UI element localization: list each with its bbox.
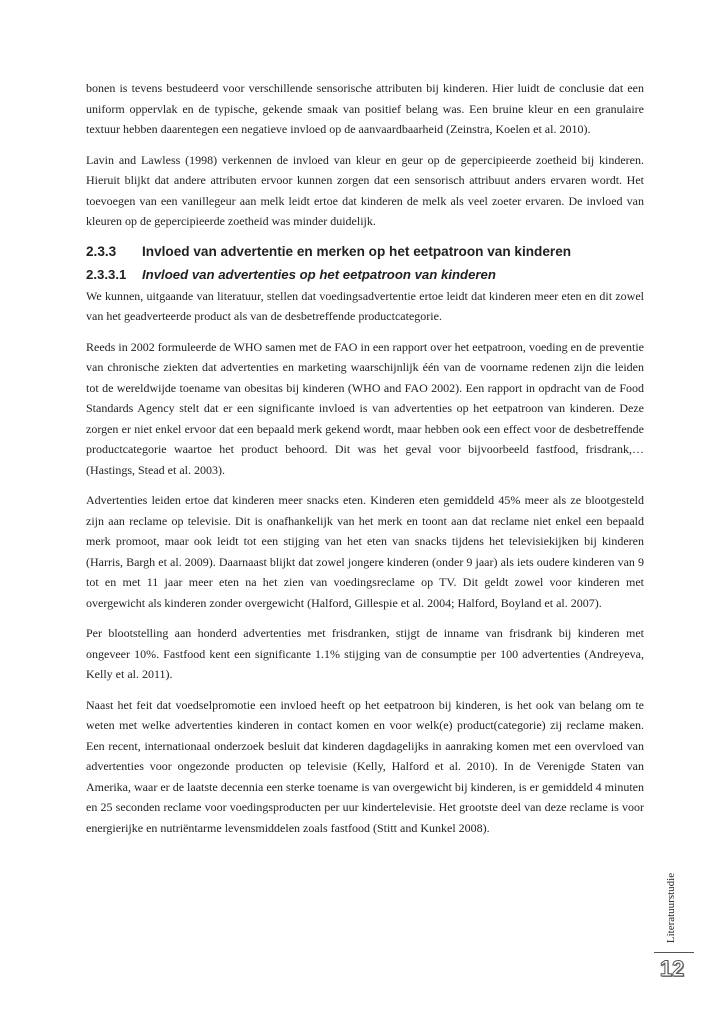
paragraph: Reeds in 2002 formuleerde de WHO samen met de FAO in een rapport over het eetpatroon, voeding en de preventie van chronische ziekten dat advertenties en marketing waarschijnlijk één van de voorname redenen zijn die leiden tot de wereldwijde toename van obesitas bij kinderen (WHO and FAO 2002). Een rapport in opdracht van de Food Standards Agency stelt dat er een significante invloed is van advertenties op het eetpatroon van kinderen. Deze zorgen er niet enkel ervoor dat een bepaald merk gekend wordt, maar hebben ook een effect voor de desbetreffende productcategorie waartoe het product behoord. Dit was het geval voor bijvoorbeeld fastfood, frisdrank,… (Hastings, Stead et al. 2003). (86, 339, 644, 477)
subsection-title: Invloed van advertenties op het eetpatroon van kinderen (142, 266, 496, 282)
section-heading (86, 244, 644, 259)
section-number: 2.3.3 (86, 243, 117, 259)
page-number: 12 (659, 956, 685, 981)
paragraph: Per blootstelling aan honderd advertenties met frisdranken, stijgt de inname van frisdrank bij kinderen met ongeveer 10%. Fastfood kent een significante 1.1% stijging van de consumptie per 100 advertenties (Andreyeva, Kelly et al. 2011). (86, 626, 644, 681)
paragraph: Lavin and Lawless (1998) verkennen de invloed van kleur en geur op de gepercipieerde zoetheid bij kinderen. Hieruit blijkt dat andere attributen ervoor kunnen zorgen dat een sensorisch attribuut anders ervaren wordt. Het toevoegen van een vanillegeur aan melk leidt ertoe dat kinderen de melk als veel zoeter ervaren. De invloed van kleuren op de gepercipieerde zoetheid was minder duidelijk. (86, 152, 644, 228)
paragraph: bonen is tevens bestudeerd voor verschillende sensorische attributen bij kinderen. Hier luidt de conclusie dat een uniform oppervlak en de typische, gekende smaak van positief belang was. Een bruine kleur en een granulaire textuur hebben daarentegen een negatieve invloed op de aanvaardbaarheid (Zeinstra, Koelen et al. 2010). (86, 81, 644, 136)
paragraph: Naast het feit dat voedselpromotie een invloed heeft op het eetpatroon bij kinderen, is het ook van belang om te weten met welke advertenties kinderen in contact komen en voor welk(e) product(categorie) zij reclame maken. Een recent, internationaal onderzoek besluit dat kinderen dagdagelijks in aanraking komen met een overvloed van advertenties voor ongezonde producten op televisie (Kelly, Halford et al. 2010). In de Verenigde Staten van Amerika, waar er de laatste decennia een sterke toename is van overgewicht bij kinderen, is er gemiddeld 4 minuten en 25 seconden reclame voor voedingsproducten per uur kindertelevisie. Het grootste deel van deze reclame is voor energierijke en nutriëntarme levensmiddelen zoals fastfood (Stitt and Kunkel 2008). (86, 697, 644, 835)
paragraph: Advertenties leiden ertoe dat kinderen meer snacks eten. Kinderen eten gemiddeld 45% meer als ze blootgesteld zijn aan reclame op televisie. Dit is onafhankelijk van het merk en toont aan dat reclame niet enkel een bepaald merk promoot, maar ook leidt tot een stijging van het eten van snacks tijdens het televisiekijken bij kinderen (Harris, Bargh et al. 2009). Daarnaast blijkt dat zowel jongere kinderen (onder 9 jaar) als iets oudere kinderen van 9 tot en met 11 jaar meer eten na het zien van voedingsreclame op TV. Dit geldt zowel voor kinderen met overgewicht als kinderen zonder overgewicht (Halford, Gillespie et al. 2004; Halford, Boyland et al. 2007). (86, 493, 644, 610)
footer-divider (654, 952, 694, 953)
chapter-side-label (659, 864, 683, 952)
subsection-heading (86, 267, 644, 282)
subsection-number: 2.3.3.1 (86, 266, 127, 282)
chapter-side-label-text: Literatuurstudie (665, 872, 678, 944)
section-title: Invloed van advertentie en merken op het eetpatroon van kinderen (142, 243, 572, 259)
paragraph: We kunnen, uitgaande van literatuur, stellen dat voedingsadvertentie ertoe leidt dat kinderen meer eten en dit zowel van het geadverteerde product als van de desbetreffende productcategorie. (86, 288, 644, 323)
page-content (86, 78, 644, 848)
